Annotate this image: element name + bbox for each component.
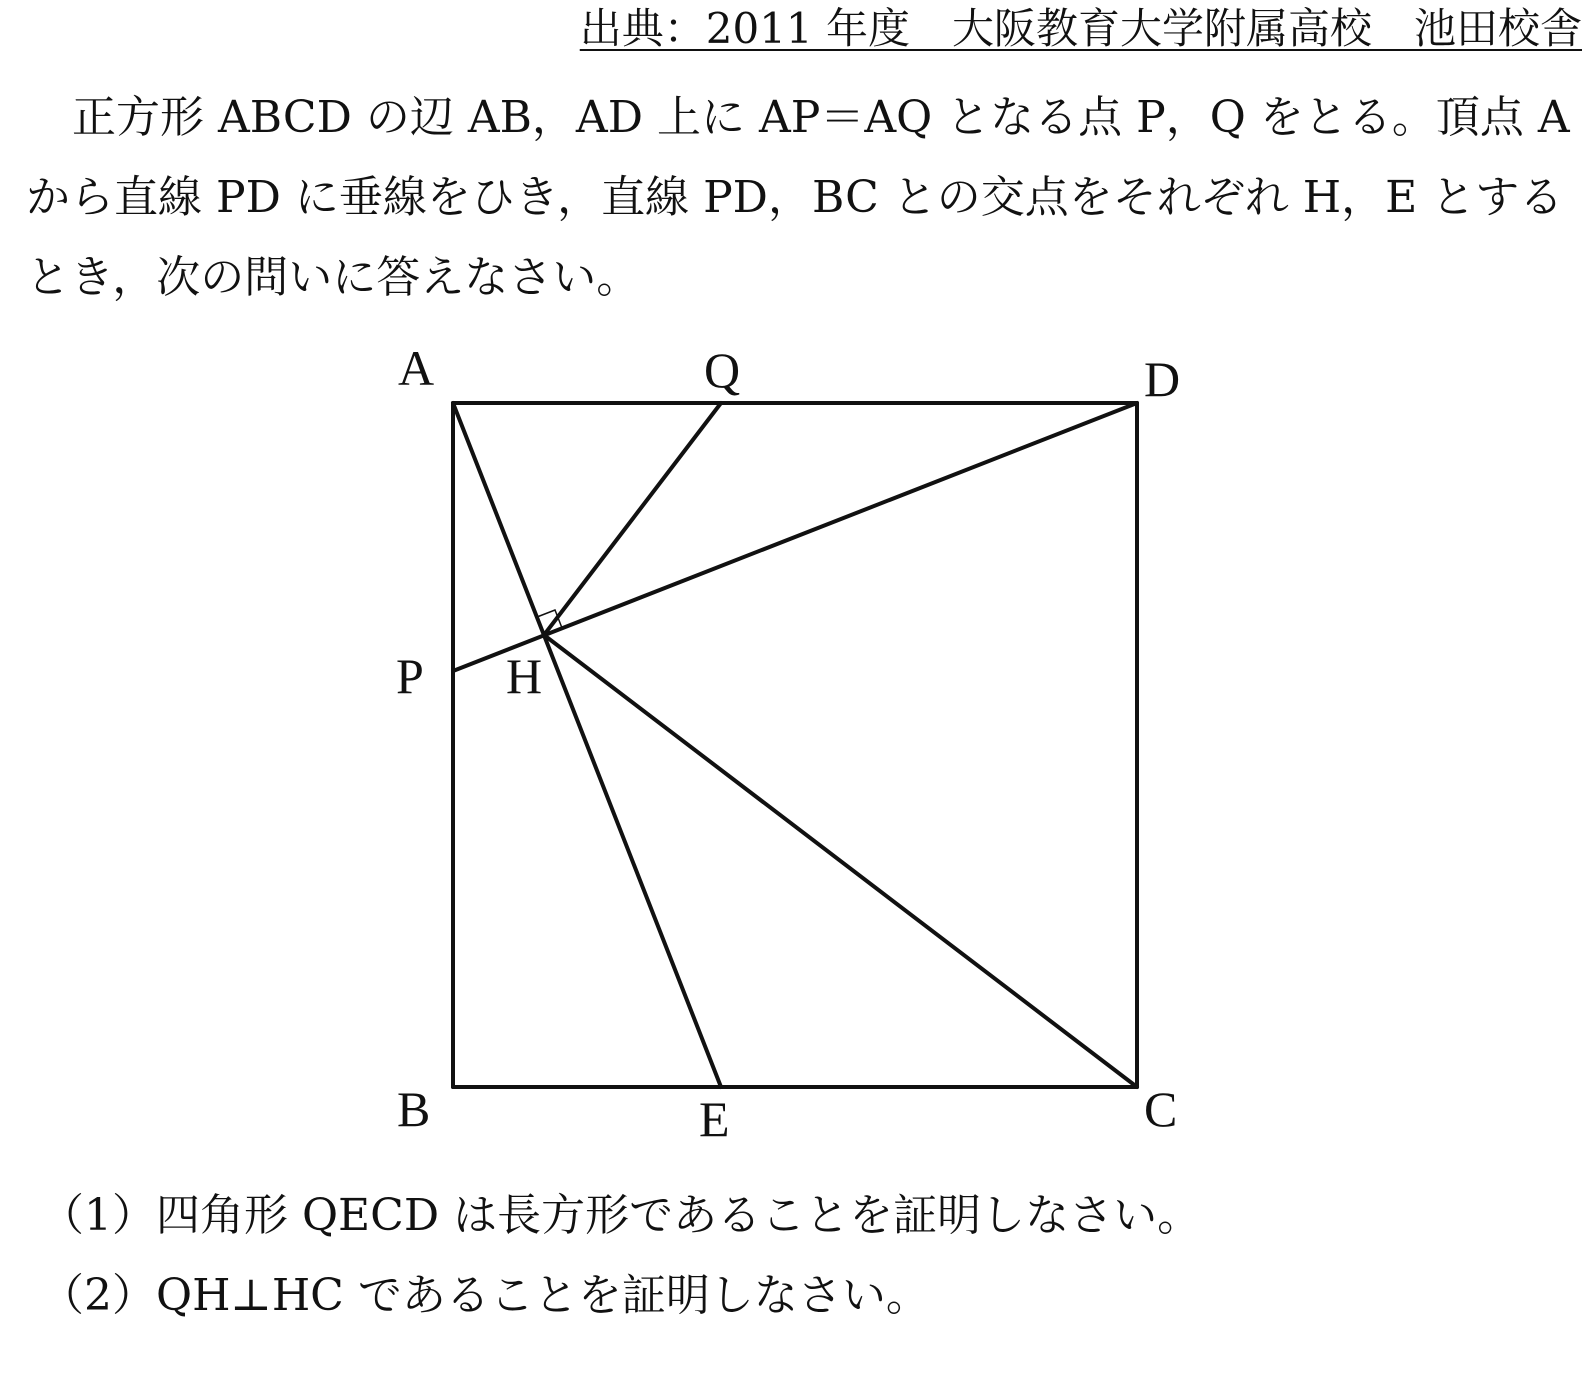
label-p: P [396, 648, 424, 704]
label-d: D [1144, 351, 1181, 407]
question-1: （1）四角形 QECD は長方形であることを証明しなさい。 [40, 1190, 1202, 1241]
label-b: B [397, 1081, 431, 1137]
label-a: A [398, 340, 435, 396]
label-e: E [699, 1091, 730, 1147]
problem-line-2: から直線 PD に垂線をひき，直線 PD，BC との交点をそれぞれ H，E とする [26, 172, 1564, 223]
problem-line-3: とき，次の問いに答えなさい。 [26, 252, 641, 303]
problem-line-1: 正方形 ABCD の辺 AB，AD 上に AP＝AQ となる点 P，Q をとる。頂点 A [72, 92, 1570, 143]
question-2: （2）QH⊥HC であることを証明しなさい。 [40, 1270, 930, 1321]
segment-pd [453, 403, 1137, 671]
questions [40, 1176, 1201, 1336]
label-c: C [1144, 1081, 1178, 1137]
label-h: H [506, 648, 543, 704]
label-q: Q [704, 342, 741, 398]
segment-ae [453, 403, 721, 1087]
source-citation: 出典：2011 年度 大阪教育大学附属高校 池田校舎 [579, 4, 1582, 53]
